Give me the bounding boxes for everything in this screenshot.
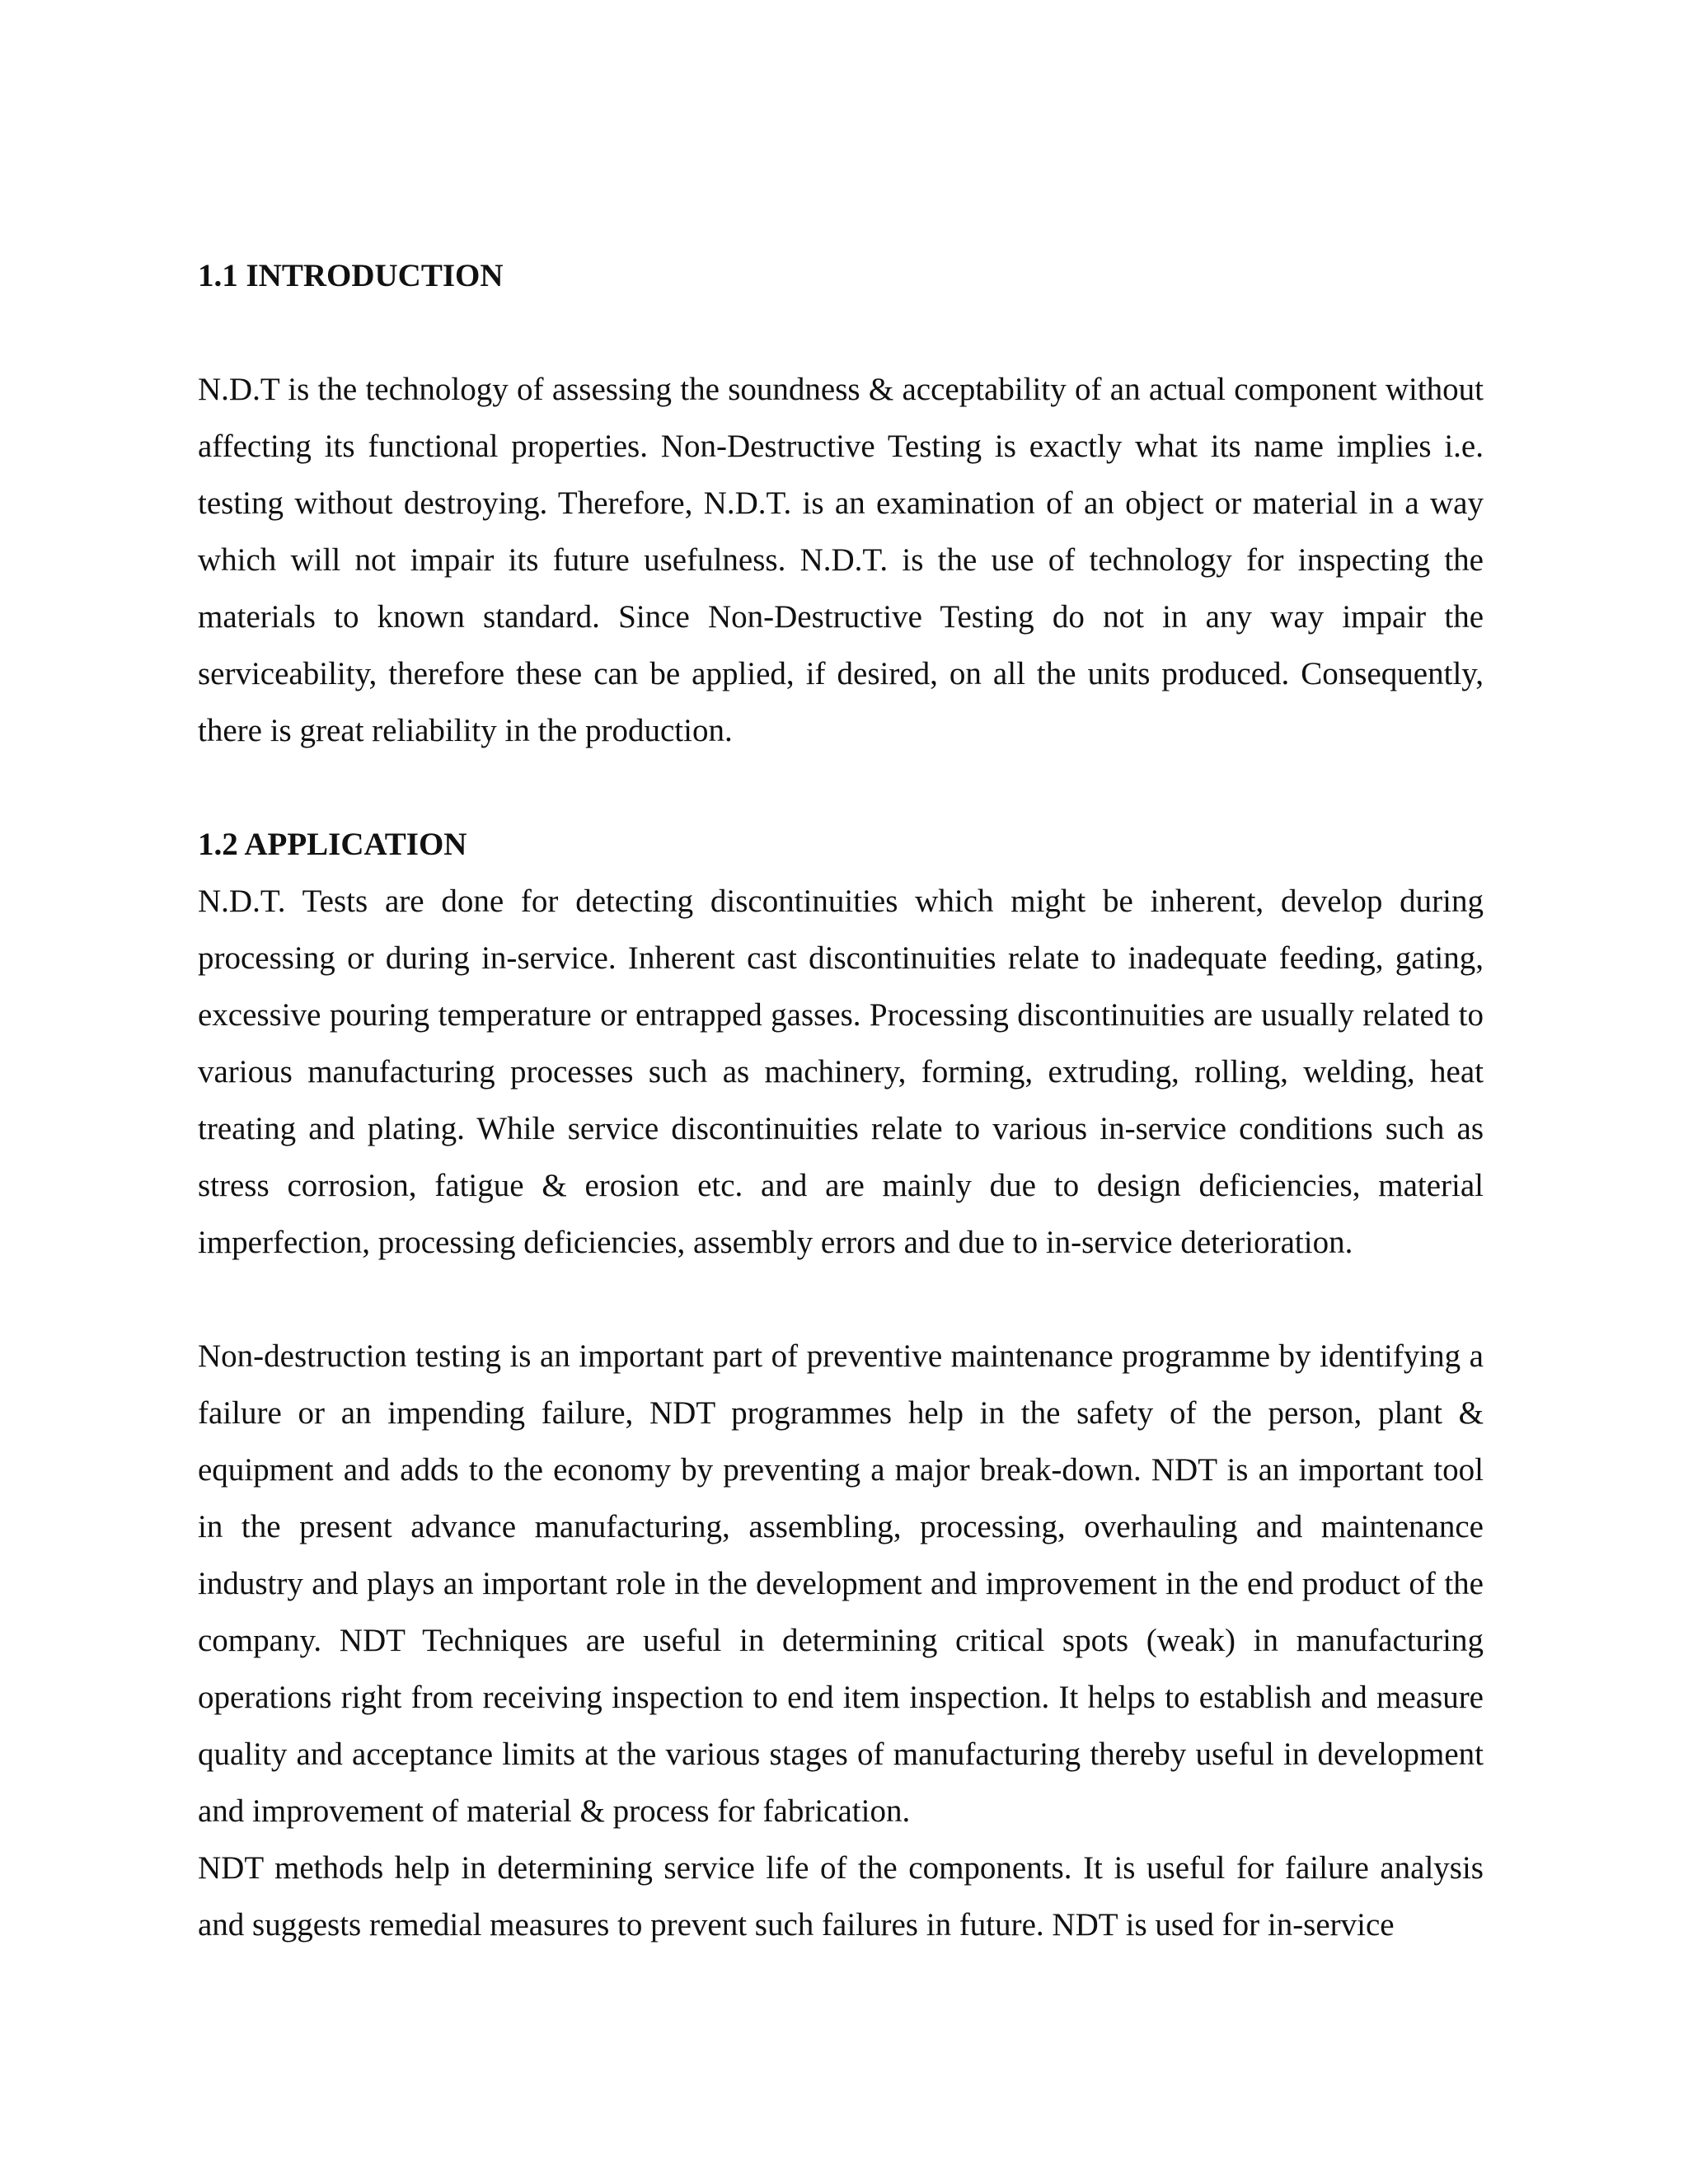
section-heading-introduction: 1.1 INTRODUCTION — [198, 258, 504, 293]
introduction-paragraph: N.D.T is the technology of assessing the soundness & acceptability of an actual component without affecting its functional properties. Non-Destructive Testing is exactly what its name implies i.e. testing without destroying. Therefore, N.D.T. is an examination of an object or material in a way which will not impair its future usefulness. N.D.T. is the use of technology for inspecting the materials to known standard. Since Non-Destructive Testing do not in any way impair the serviceability, therefore these can be applied, if desired, on all the units produced. Consequently, there is great reliability in the production. — [198, 372, 1484, 748]
application-paragraph-2: Non-destruction testing is an important part of preventive maintenance programme by identifying a failure or an impending failure, NDT programmes help in the safety of the person, plant & equipment and adds to the economy by preventing a major break-down. NDT is an important tool in the present advance manufacturing, assembling, processing, overhauling and maintenance industry and plays an important role in the development and improvement in the end product of the company. NDT Techniques are useful in determining critical spots (weak) in manufacturing operations right from receiving inspection to end item inspection. It helps to establish and measure quality and acceptance limits at the various stages of manufacturing thereby useful in development and improvement of material & process for fabrication. — [198, 1338, 1484, 1829]
application-paragraph-3: NDT methods help in determining service life of the components. It is useful for failure analysis and suggests remedial measures to prevent such failures in future. NDT is used for in-service — [198, 1850, 1484, 1943]
spacer — [198, 1271, 1484, 1328]
application-paragraph-1: N.D.T. Tests are done for detecting discontinuities which might be inherent, develop during processing or during in-service. Inherent cast discontinuities relate to inadequate feeding, gating, excessive pouring temperature or entrapped gasses. Processing discontinuities are usually related to various manufacturing processes such as machinery, forming, extruding, rolling, welding, heat treating and plating. While service discontinuities relate to various in-service conditions such as stress corrosion, fatigue & erosion etc. and are mainly due to design deficiencies, material imperfection, processing deficiencies, assembly errors and due to in-service deterioration. — [198, 883, 1484, 1260]
spacer — [198, 304, 1484, 361]
section-heading-application: 1.2 APPLICATION — [198, 827, 467, 862]
spacer — [198, 759, 1484, 816]
document-page — [198, 247, 1484, 1953]
